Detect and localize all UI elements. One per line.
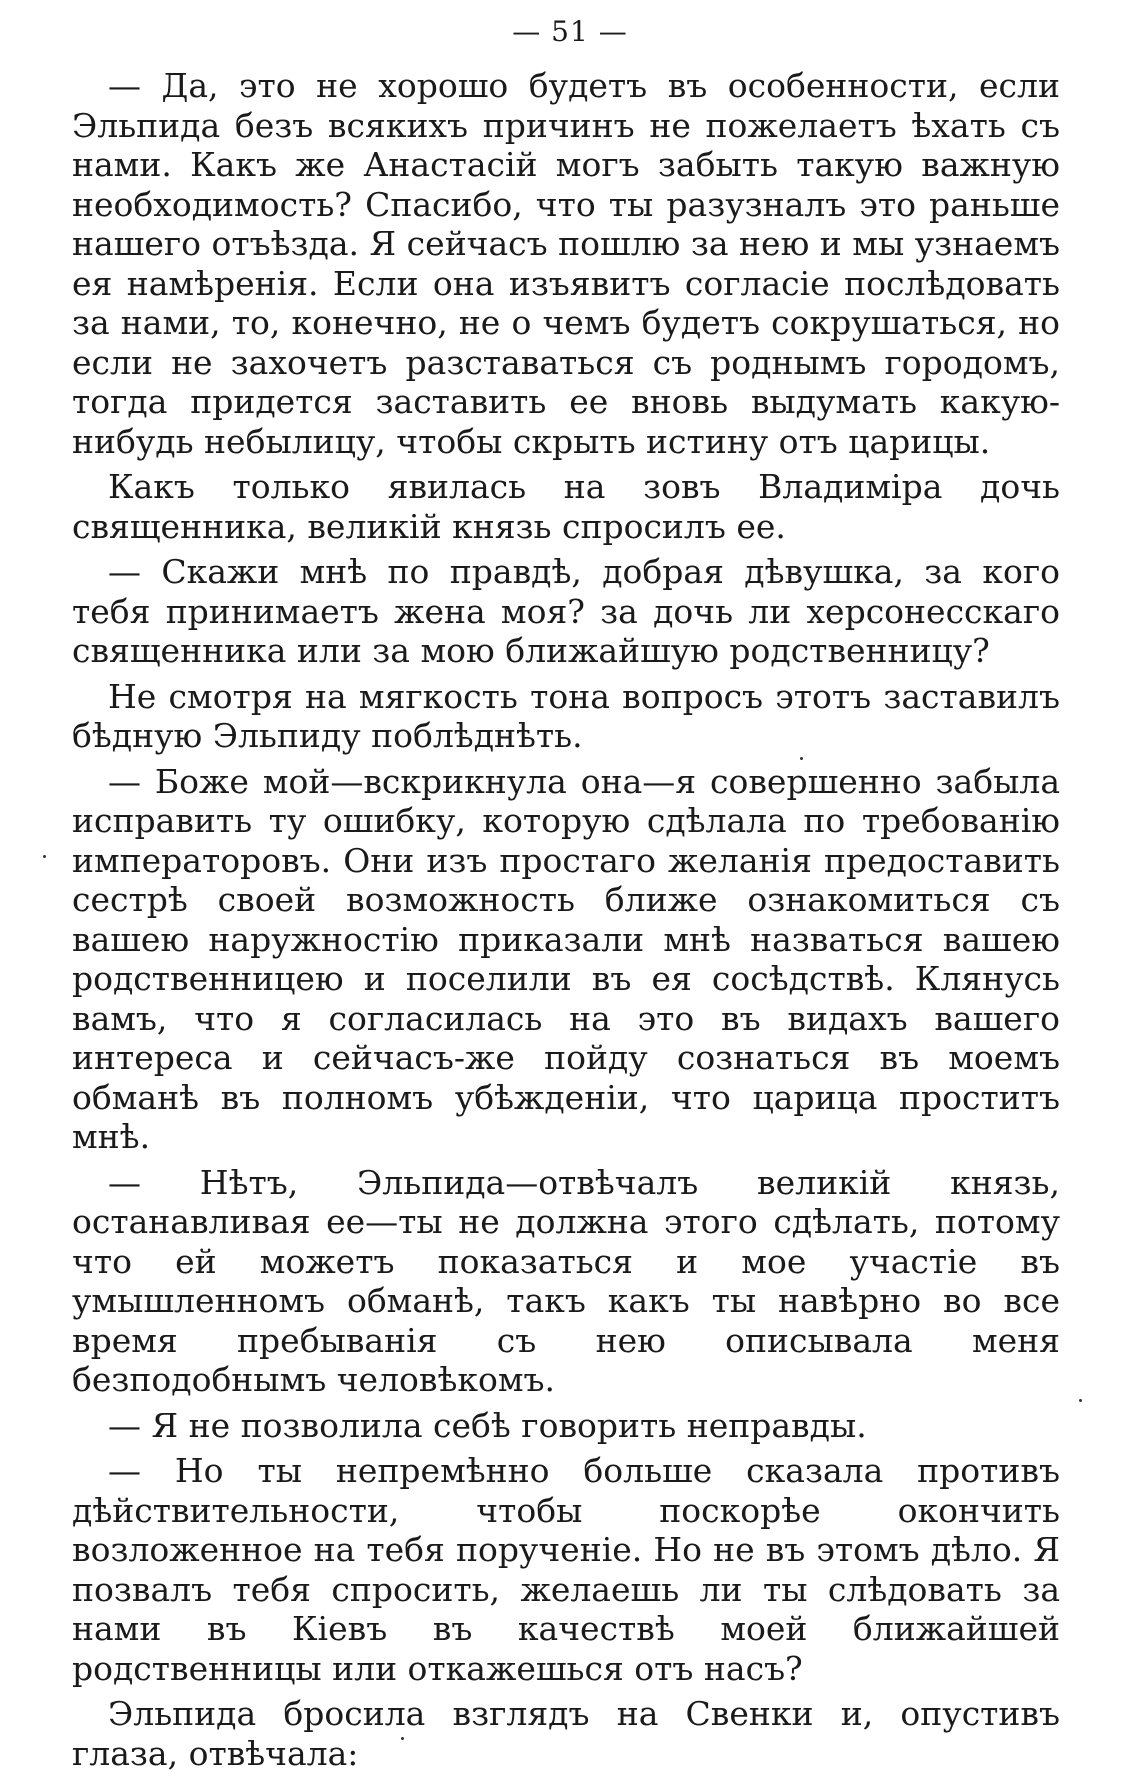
paragraph-8: — Но ты непремѣнно больше сказала противъ дѣйствительности, чтобы поскорѣе окончить возложенное на тебя порученіе. Но не въ этомъ дѣло. Я позвалъ тебя спросить, желаешь ли ты слѣдовать за нами въ Кіевъ въ качествѣ моей ближайшей родственницы или откажешься отъ насъ? — [72, 1451, 1060, 1688]
print-speck — [800, 757, 803, 760]
paragraph-7: — Я не позволила себѣ говорить неправды. — [108, 1405, 867, 1445]
paragraph-4: Не смотря на мягкость тона вопросъ этотъ заставилъ бѣдную Эльпиду поблѣднѣть. — [72, 676, 1060, 755]
print-speck — [1079, 1399, 1082, 1402]
paragraph-2: Какъ только явилась на зовъ Владиміра дочь священника, великій князь спросилъ ее. — [72, 467, 1060, 546]
print-speck — [43, 855, 46, 858]
paragraph-5: — Боже мой—вскрикнула она—я совершенно забыла исправить ту ошибку, которую сдѣлала по требованію императоровъ. Они изъ простаго желанія предоставить сестрѣ своей возможность ближе ознакомиться съ вашею наружностію приказали мнѣ назваться вашею родственницею и поселили въ ея сосѣдствѣ. Клянусь вамъ, что я согласилась на это въ видахъ вашего интереса и сейчасъ-же пойду сознаться въ моемъ обманѣ въ полномъ убѣжденіи, что царица проститъ мнѣ. — [72, 761, 1060, 1156]
page-body-text — [72, 66, 1060, 1779]
paragraph-9: Эльпида бросила взглядъ на Свенки и, опустивъ глаза, отвѣчала: — [72, 1694, 1060, 1773]
paragraph-6: — Нѣтъ, Эльпида—отвѣчалъ великій князь, останавливая ее—ты не должна этого сдѣлать, потому что ей можетъ показаться и мое участіе въ умышленномъ обманѣ, такъ какъ ты навѣрно во все время пребыванія съ нею описывала меня безподобнымъ человѣкомъ. — [72, 1162, 1060, 1399]
paragraph-1: — Да, это не хорошо будетъ въ особенности, если Эльпида безъ всякихъ причинъ не пожелаетъ ѣхать съ нами. Какъ же Анастасій могъ забыть такую важную необходимость? Спасибо, что ты разузналъ это раньше нашего отъѣзда. Я сейчасъ пошлю за нею и мы узнаемъ ея намѣренія. Если она изъявитъ согласіе послѣдовать за нами, то, конечно, не о чемъ будетъ сокрушаться, но если не захочетъ разставаться съ роднымъ городомъ, тогда придется заставить ее вновь выдумать какую-нибудь небылицу, чтобы скрыть истину отъ царицы. — [72, 66, 1060, 461]
paragraph-3: — Скажи мнѣ по правдѣ, добрая дѣвушка, за кого тебя принимаетъ жена моя? за дочь ли херсонесскаго священника или за мою ближайшую родственницу? — [72, 552, 1060, 670]
print-speck — [401, 1737, 404, 1740]
page-number: — 51 — — [512, 15, 628, 48]
